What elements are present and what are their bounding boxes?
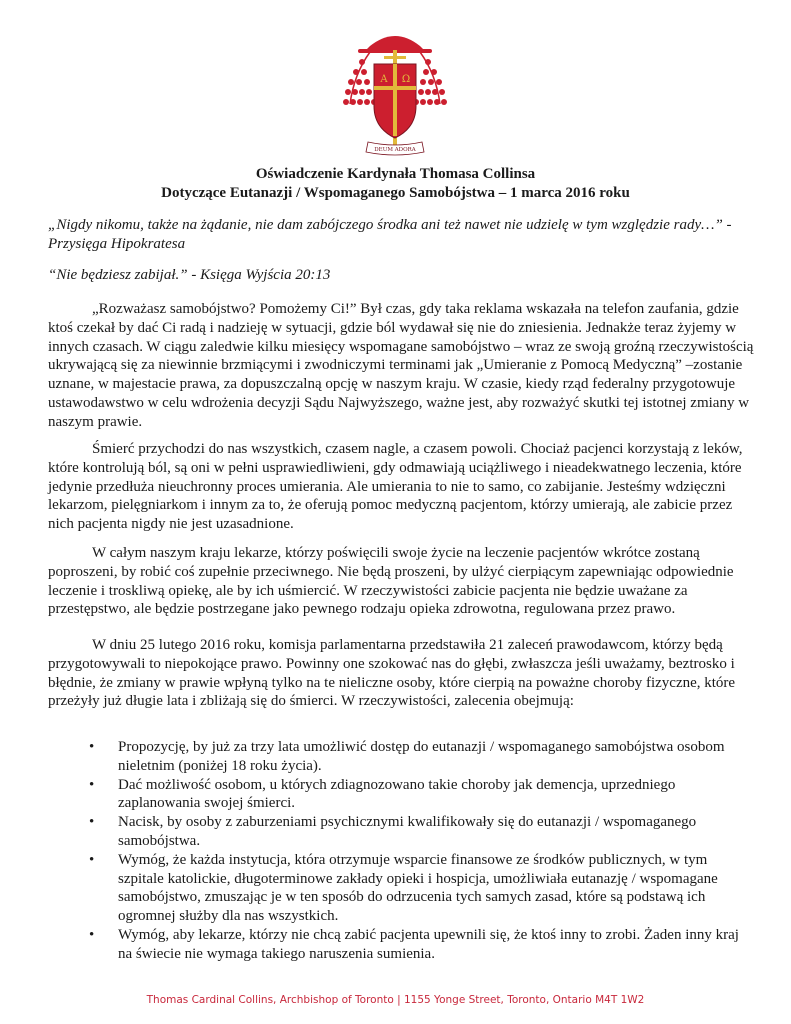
list-item: • Wymóg, że każda instytucja, która otrzymuje wsparcie finansowe ze środków publicznych, w tym szpitale katolickie, długoterminowe zakłady opieki i hospicja, umożliwiała eutanazję / wspomagane samobójstwo, zmuszając je w ten sposób do odrzucenia tych samych zasad, które są podstawą ich ogromnej służby dla nas wszystkich. xyxy=(48,851,748,926)
motto-text: DEUM ADORA xyxy=(374,147,416,153)
paragraph-4: W dniu 25 lutego 2016 roku, komisja parlamentarna przedstawiła 21 zaleceń prawodawcom, którzy będą przygotowywali to niepokojące prawo. Powinny one szokować nas do głębi, zwłaszcza jeśli uważamy, beztrosko i błędnie, że zmiany w prawie wpłyną tylko na te nieliczne osoby, które cierpią na poważne choroby fizyczne, które przeżyły już długie lata i zbliżają się do śmierci. W rzeczywistości, zalecenia obejmują: xyxy=(48,637,736,710)
document-title: Oświadczenie Kardynała Thomasa Collinsa xyxy=(255,166,536,182)
hippocratic-oath-quote: „Nigdy nikomu, także na żądanie, nie dam zabójczego środka ani też nawet nie udzielę w tym względzie rady…” - Przysięga Hipokratesa xyxy=(48,217,732,252)
svg-text:Α: Α xyxy=(380,74,388,85)
list-item: • Wymóg, aby lekarze, którzy nie chcą zabić pacjenta upewnili się, że ktoś inny to zrobi. Żaden inny kraj na świecie nie wymaga takiego naruszenia sumienia. xyxy=(48,926,748,964)
exodus-quote: “Nie będziesz zabijał.” - Księga Wyjścia 20:13 xyxy=(48,267,331,283)
paragraph-3: W całym naszym kraju lekarze, którzy poświęcili swoje życie na leczenie pacjentów wkrótce zostaną poproszeni, by robić coś zupełnie przeciwnego. Nie będą proszeni, by ulżyć cierpiącym zapewniając odpowiednie leczenie i troskliwą opiekę, ale by ich uśmiercić. W rzeczywistości zabicie pacjenta nie będzie uważane za przestępstwo, ale będzie postrzegane jako pewnego rodzaju opieka zdrowotna, regulowana przez prawo. xyxy=(48,545,734,618)
list-item: • Dać możliwość osobom, u których zdiagnozowano takie choroby jak demencja, uprzedniego zaplanowania swojej śmierci. xyxy=(48,776,748,814)
list-item: • Nacisk, by osoby z zaburzeniami psychicznymi kwalifikowały się do eutanazji / wspomaganego samobójstwa. xyxy=(48,813,748,851)
list-item: • Propozycję, by już za trzy lata umożliwić dostęp do eutanazji / wspomaganego samobójstwa osobom nieletnim (poniżej 18 roku życia). xyxy=(48,738,748,776)
document-subtitle: Dotyczące Eutanazji / Wspomaganego Samobójstwa – 1 marca 2016 roku xyxy=(161,185,630,201)
footer-address: Thomas Cardinal Collins, Archbishop of Toronto | 1155 Yonge Street, Toronto, Ontario M4T 1W2 xyxy=(146,994,645,1006)
paragraph-2: Śmierć przychodzi do nas wszystkich, czasem nagle, a czasem powoli. Chociaż pacjenci korzystają z leków, które kontrolują ból, są oni w pełni usprawiedliwieni, gdy odmawiają uciążliwego i nieadekwatnego leczenia, które jedynie przedłuża nieuchronny proces umierania. Ale umierania to nie to samo, co zabijanie. Jesteśmy wdzięczni lekarzom, pielęgniarkom i innym za to, że oferują pomoc medyczną pacjentom, którzy umierają, ale zabicie przez nich pacjenta nigdy nie jest uzasadnione. xyxy=(48,441,743,533)
recommendations-list xyxy=(48,738,748,964)
svg-text:Ω: Ω xyxy=(401,74,411,85)
cardinal-coat-of-arms-icon xyxy=(340,24,450,164)
paragraph-1: „Rozważasz samobójstwo? Pomożemy Ci!” Był czas, gdy taka reklama wskazała na telefon zaufania, gdzie ktoś czekał by dać Ci radą i nadzieję w sytuacji, gdzie ból wydawał się nie do zniesienia. Jednakże teraz żyjemy w innych czasach. W ciągu zaledwie kilku miesięcy wspomagane samobójstwo – wraz ze swoją groźną rzeczywistością ukrywającą się za niewinnie brzmiącymi i zwodniczymi terminami jak „Umieranie z Pomocą Medyczną” –zostanie uznane, w majestacie prawa, za dopuszczalną opcję w naszym kraju. W czasie, kiedy rząd federalny przygotowuje ustawodawstwo w celu wdrożenia decyzji Sądu Najwyższego, ważne jest, aby rozważyć skutki tej istotnej zmiany w naszym prawie. xyxy=(48,301,754,430)
